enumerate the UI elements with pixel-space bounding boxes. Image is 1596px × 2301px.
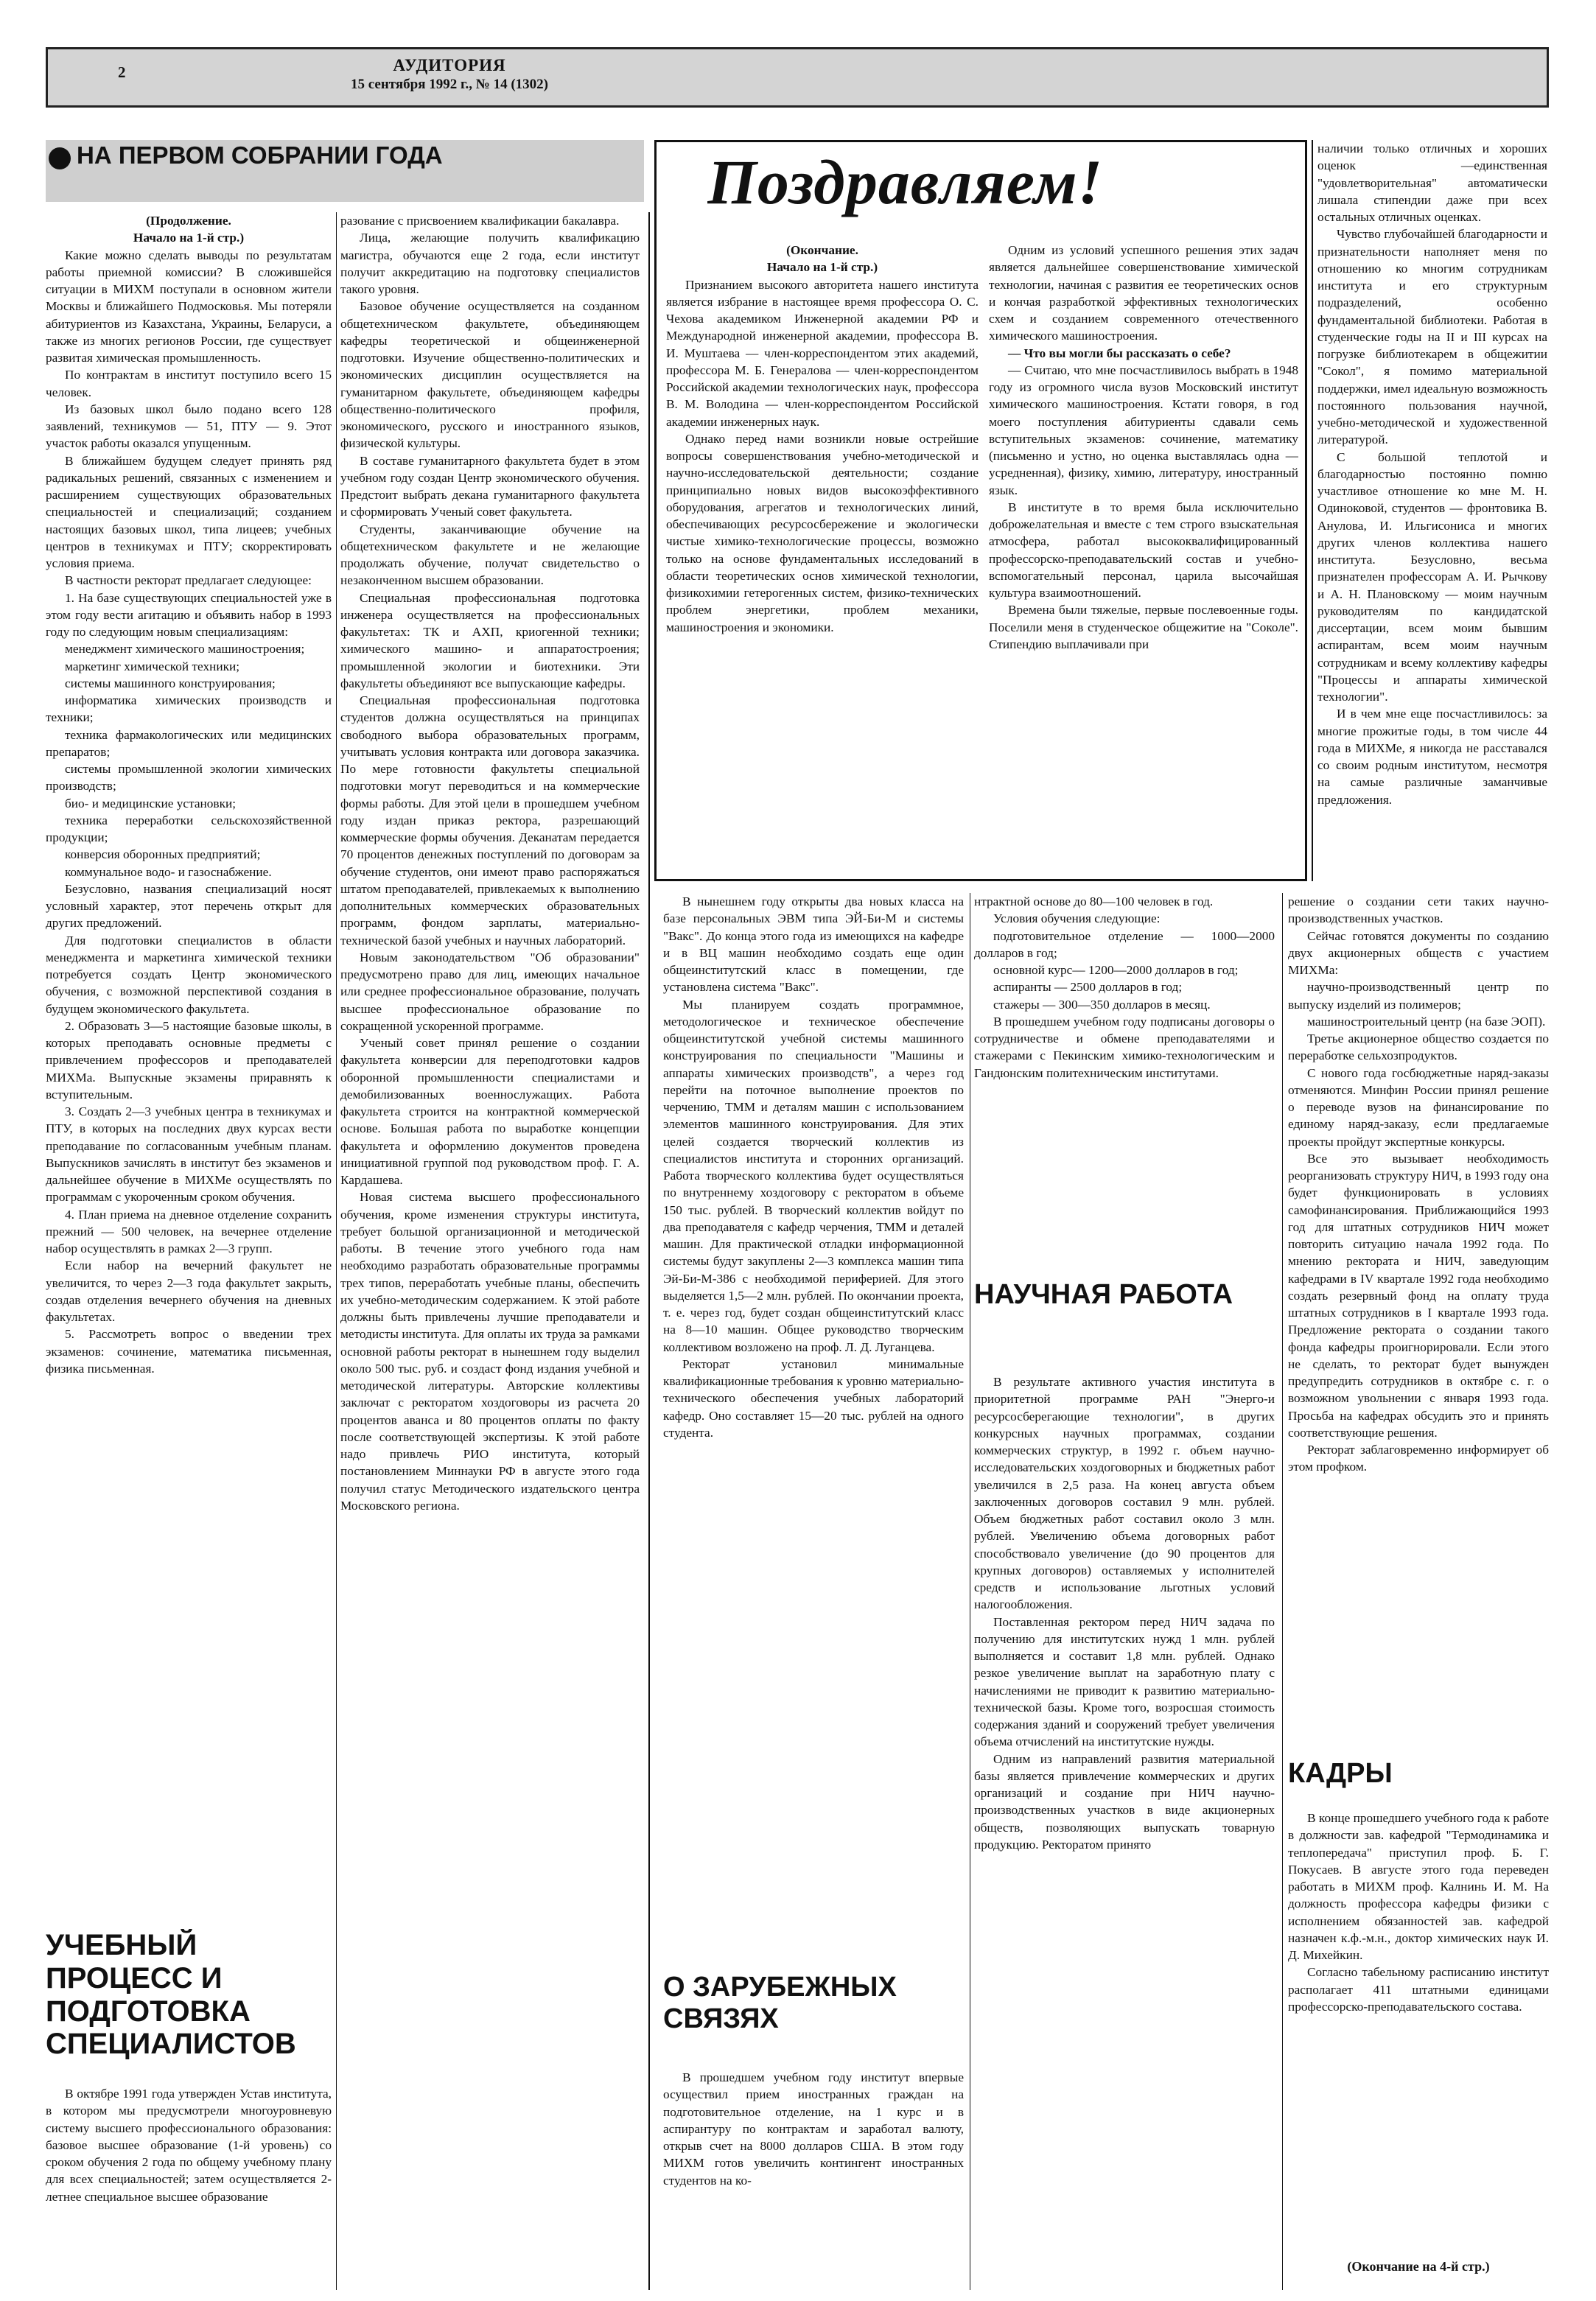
paragraph: Новая система высшего профессионального обучения, кроме изменения структуры института, требует большой организационной и методической работы. В течение этого учебного года нам необходимо разработать образовательные программы трех типов, переработать учебные планы, обеспечить их учебно-методическим содержанием. К этой работе должны быть привлечены лучшие преподаватели и методисты института. Для оплаты их труда за рамками основной работы ректорат в нынешнем году выделил около 500 тыс. руб. и создаст фонд издания учебной и методической литературы. Авторские коллективы заключат с ректоратом хоздоговоры из расчета 20 процентов аванса и 80 процентов оплаты по факту после соответствующей экспертизы. К этой работе надо привлечь РИО института, который постановлением Миннауки РФ в августе этого года получил статус Методического издательского центра Московского региона.: [340, 1190, 640, 1513]
paragraph: В конце прошедшего учебного года к работе в должности зав. кафедрой "Термодинамика и теплопередача" приступил проф. Б. Г. Покусаев. В августе этого года переведен работать в МИХМ проф. Калнинь И. М. На должность профессора кафедры физики с исполнением обязанностей зав. кафедрой назначен к.ф.-м.н., доктор химических наук И. Д. Михейкин.: [1288, 1811, 1549, 1962]
column-divider: [1282, 893, 1283, 2290]
paragraph: Согласно табельному расписанию институт располагает 411 штатными единицами профессорско-преподавательского состава.: [1288, 1965, 1549, 2014]
paragraph: Признанием высокого авторитета нашего института является избрание в настоящее время профессора О. С. Чехова академиком Инженерной академии РФ и Международной инженерной академии, профессора В. И. Муштаева — член-корреспондентом этих академий, профессора М. Б. Генералова — член-корреспондентом Российской академии технологических наук, профессора В. М. Володина — член-корреспондентом Российской академии инженерных наук.: [666, 277, 979, 429]
paragraph: — Считаю, что мне посчастливилось выбрать в 1948 году из огромного числа вузов Московский институт химического машиностроения. Кстати говоря, в год моего поступления абитуриенты сдавали семь вступительных экзаменов: сочинение, математику (письменно и устно, но оценка выставлялась одна — усредненная), физику, химию, литературу, иностранный язык.: [989, 363, 1298, 497]
paragraph: В прошедшем учебном году подписаны договоры о сотрудничестве и обмене преподавателями и стажерами с Пекинским химико-технологическим и Гандюнским политехническим институтами.: [974, 1014, 1275, 1080]
subhead-education: УЧЕБНЫЙ ПРОЦЕСС И ПОДГОТОВКА СПЕЦИАЛИСТОВ: [46, 1929, 296, 2061]
congrats-title: Поздравляем!: [707, 147, 1104, 217]
list-item: техника фармакологических или медицинских препаратов;: [46, 727, 332, 759]
issue-line: 15 сентября 1992 г., № 14 (1302): [351, 77, 548, 92]
paragraph: наличии только отличных и хороших оценок —единственная "удовлетворительная" автоматически лишала стипендии даже при всех остальных отличных оценках.: [1317, 141, 1547, 224]
meeting-col-4-tail: [974, 1373, 1275, 2290]
paragraph: Из базовых школ было подано всего 128 заявлений, техникумов — 51, ПТУ — 9. Этот участок работы оказался упущенным.: [46, 402, 332, 451]
paragraph: Сейчас готовятся документы по созданию двух акционерных обществ с участием МИХМа:: [1288, 928, 1549, 977]
meeting-col-5-tail: [1288, 1810, 1549, 2252]
paragraph: Лица, желающие получить квалификацию магистра, обучаются еще 2 года, если институт получит аккредитацию на подготовку специалистов такого уровня.: [340, 231, 640, 296]
congrats-col-a: [666, 242, 979, 875]
paper-name: АУДИТОРИЯ: [393, 56, 506, 74]
list-item: маркетинг химической техники;: [65, 659, 240, 673]
paragraph: 2. Образовать 3—5 настоящие базовые школы, в которых преподавать основные предметы с привлечением профессоров и преподавателей МИХМа. Выпускные экзамены приравнять к вступительным.: [46, 1018, 332, 1102]
subhead-staff: КАДРЫ: [1288, 1758, 1393, 1789]
paragraph: Чувство глубочайшей благодарности и признательности наполняет меня по отношению ко многим сотрудникам института и его структурным подразделений, особенно фундаментальной библиотеки. Работая в студенческие годы на II и III курсах на погрузке библиотекарем в общежитии "Сокол", я помимо материальной поддержки, имел идеальную возможность постоянного пользования научной, учебно-методической и художественной литературой.: [1317, 227, 1547, 447]
paragraph: С большой теплотой и благодарностью постоянно помню участливое отношение ко мне М. Н. Одиноковой, студентов — фронтовика В. Анулова, И. Ильгисониса и многих других членов коллектива нашего института. Безусловно, весьма признателен профессорам А. И. Рычкову и А. Н. Плановскому — моим научным руководителям по кандидатской диссертации, всем моим бывшим аспирантам, всем моим научным сотрудникам и всему коллективу кафедры "Процессы и аппараты химической технологии".: [1317, 449, 1547, 704]
list-item: системы промышленной экологии химических производств;: [46, 762, 332, 794]
end-note: (Окончание на 4-й стр.): [1347, 2259, 1490, 2274]
congrats-col-b: [989, 242, 1298, 875]
paragraph: В институте в то время была исключительно доброжелательная и вместе с тем строго взыскательная атмосфера, работал высококвалифицированный профессорско-преподавательский состав и учебно-вспомогательный персонал, царила высочайшая культура взаимоотношений.: [989, 500, 1298, 600]
meeting-col-2: [340, 212, 640, 2290]
paragraph: Однако перед нами возникли новые острейшие вопросы совершенствования учебно-методической и научно-исследовательской деятельности; создание принципиально новых видов высокоэффективного оборудования, агрегатов и технологических линий, обеспечивающих ресурсосбережение и экологически чистые химико-технологические процессы, возможно только на основе фундаментальных исследований в области теоретических основ химической технологии, физикохимии гетерогенных систем, физико-технических проблем энергетики, проблем механики, машиностроения и экономики.: [666, 431, 979, 634]
paragraph: Третье акционерное общество создается по переработке сельхозпродуктов.: [1288, 1032, 1549, 1063]
paragraph: Если набор на вечерний факультет не увеличится, то через 2—3 года факультет закрыть, создав отделения вечернего обучения на дневных факультетах.: [46, 1258, 332, 1324]
meeting-col-3-tail: [663, 2069, 964, 2290]
paragraph: научно-производственный центр по выпуску изделий из полимеров;: [1288, 980, 1549, 1012]
paragraph: Все это вызывает необходимость реорганизовать структуру НИЧ, в 1993 году она будет функционировать в условиях самофинансирования. Приближающийся 1993 год для штатных сотрудников НИЧ может повторить ситуацию начала 1992 года. По мнению ректората и НИЧ, заведующим кафедрами в IV квартале 1992 года необходимо создать резервный фонд на оплату труда штатных сотрудников в I квартале 1993 года. Предложение ректората о создании такого фонда кафедры проигнорировали. Если этого не сделать, то ректорат будет вынужден предупредить сотрудников в октябре с. г. о возможном увольнении с января 1993 года. Просьба на кафедрах обсудить это и принять соответствующие решения.: [1288, 1151, 1549, 1440]
paragraph: аспиранты — 2500 долларов в год;: [993, 980, 1183, 995]
paragraph: Безусловно, названия специализаций носят условный характер, этот перечень открыт для других предложений.: [46, 881, 332, 931]
paragraph: решение о создании сети таких научно-производственных участков.: [1288, 894, 1549, 926]
paragraph: В составе гуманитарного факультета будет в этом учебном году создан Центр экономического обучения. Предстоит выбрать декана гуманитарного факультета и сформировать Ученый совет факультета.: [340, 453, 640, 519]
meeting-col-3: [663, 893, 964, 1969]
continued-note: (Продолжение.: [146, 214, 231, 228]
continued-note: (Окончание.: [786, 243, 858, 257]
list-item: конверсия оборонных предприятий;: [65, 847, 261, 862]
continued-note-2: Начало на 1-й стр.): [133, 231, 245, 245]
paragraph: стажеры — 300—350 долларов в месяц.: [993, 997, 1211, 1012]
paragraph: С нового года госбюджетные наряд-заказы отменяются. Минфин России принял решение о переводе вузов на финансирование по единому наряд-заказу, если предлагаемые проекты пройдут экспертные конкурсы.: [1288, 1065, 1549, 1149]
meeting-title: НА ПЕРВОМ СОБРАНИИ ГОДА: [77, 141, 443, 169]
paragraph: В октябре 1991 года утвержден Устав института, в котором мы предусмотрели многоуровневую систему высшего профессионального образования: базовое высшее образование (1-й уровень) со сроком обучения 2 года по общему учебному плану для всех специальностей; затем осуществляется 2-летнее специальное высшее образование: [46, 2087, 332, 2204]
paragraph: Для подготовки специалистов в области менеджмента и маркетинга химической техники потребуется создать Центр экономического обучения, с возможной перспективой создания в будущем экономического факультета.: [46, 933, 332, 1016]
paragraph: Новым законодательством "Об образовании" предусмотрено право для лиц, имеющих начальное или среднее профессиональное образование, получать высшее профессиональное образование по сокращенной ускоренной программе.: [340, 950, 640, 1033]
masthead-bar: [46, 47, 1549, 108]
paragraph: разование с присвоением квалификации бакалавра.: [340, 214, 620, 228]
paragraph: Какие можно сделать выводы по результатам работы приемной комиссии? В сложившейся ситуации в МИХМ поступали в основном жители Москвы и ближайшего Подмосковья. Мы потеряли абитуриентов из Казахстана, Украины, Беларуси, а также из многих регионов России, где существует развитая химическая промышленность.: [46, 248, 332, 365]
list-item: био- и медицинские установки;: [65, 796, 237, 810]
paragraph: машиностроительный центр (на базе ЭОП).: [1307, 1014, 1546, 1029]
meeting-col-1-tail: [46, 2085, 332, 2284]
paragraph: 5. Рассмотреть вопрос о введении трех экзаменов: сочинение, математика письменная, физика письменная.: [46, 1327, 332, 1376]
paragraph: Ученый совет принял решение о создании факультета конверсии для переподготовки кадров оборонной промышленности специалистами и демобилизованных военнослужащих. Работа факультета строится на контрактной коммерческой основе. Большая работа по выработке концепции факультета и оформлению документов проведена инициативной группой под руководством проф. Г. А. Кардашева.: [340, 1036, 640, 1187]
paragraph: Одним из условий успешного решения этих задач является дальнейшее совершенствование химической технологии, начиная с развития ее теоретических основ и кончая разработкой эффективных технологических схем и созданием современного отечественного химического машиностроения.: [989, 243, 1298, 343]
list-item: системы машинного конструирования;: [65, 676, 276, 690]
paragraph: Специальная профессиональная подготовка инженера осуществляется на профессиональных факультетах: ТК и АХП, криогенной техники; химического машино- и аппаратостроения; промышленной экологии и биотехники. Эти факультеты объединяют все выпускающие кафедры.: [340, 590, 640, 690]
congrats-col-c: [1317, 140, 1547, 877]
paragraph: Одним из направлений развития материальной базы является привлечение коммерческих и других организаций и создание при НИЧ научно-производственных участков в виде акционерных обществ, позволяющих выпускать товарную продукцию. Ректоратом принято: [974, 1751, 1275, 1852]
paragraph: И в чем мне еще посчастливилось: за многие прожитые годы, в том числе 44 года в МИХМе, я никогда не расставался со своим родным институтом, несмотря на самые различные заманчивые предложения.: [1317, 707, 1547, 807]
paragraph: В прошедшем учебном году институт впервые осуществил прием иностранных граждан на подготовительное отделение, на 1 курс и в аспирантуру по контрактам и заработал валюту, открыв счет на 8000 долларов США. В этом году МИХМ готов увеличить контингент иностранных студентов на ко-: [663, 2070, 964, 2188]
page-number: 2: [118, 63, 126, 81]
paragraph: Поставленная ректором перед НИЧ задача по получению для институтских нужд 1 млн. рублей выполняется и составит 1,8 млн. рублей. Однако резкое увеличение выплат на заработную плату с начислениями не приводит к развитию материально-технической базы. Кроме того, возросшая стоимость содержания зданий и сооружений требует увеличения объема отчислений на институтские нужды.: [974, 1614, 1275, 1749]
interview-question: — Что вы могли бы рассказать о себе?: [1008, 346, 1231, 360]
list-item: техника переработки сельскохозяйственной продукции;: [46, 813, 332, 844]
paragraph: нтрактной основе до 80—100 человек в год.: [974, 894, 1214, 908]
paragraph: Времена были тяжелые, первые послевоенные годы. Поселили меня в студенческое общежитие на "Соколе". Стипендию выплачивали при: [989, 603, 1298, 651]
paragraph: 3. Создать 2—3 учебных центра в техникумах и ПТУ, в которых на последних двух курсах вести преподавание по согласованным учебным планам. Выпускников зачислять в институт без экзаменов и дальнейшее обучение в МИХМе осуществлять по программам с укороченным сроком обучения.: [46, 1104, 332, 1205]
column-divider: [648, 212, 650, 2290]
meeting-col-1: [46, 212, 332, 1922]
paragraph: Студенты, заканчивающие обучение на общетехническом факультете и не желающие продолжать обучение, получат свидетельство о незаконченном высшем образовании.: [340, 522, 640, 588]
meeting-col-5: [1288, 893, 1549, 1755]
list-item: информатика химических производств и техники;: [46, 693, 332, 725]
list-item: менеджмент химического машиностроения;: [65, 642, 305, 656]
paragraph: В результате активного участия института в приоритетной программе РАН "Энерго-и ресурсосберегающие технологии", в других конкурсных научных программах, создании коммерческих структур, в 1992 г. объем научно-исследовательских хоздоговорных и бюджетных работ увеличился в 2,5 раза. На конец августа объем заключенных договоров составил 9 млн. рублей. Объем бюджетных работ составил около 3 млн. рублей. Увеличению объема договорных работ способствовало увеличение (до 90 процентов для крупных договоров) оставляемых у исполнителей средств и использование льготных условий налогообложения.: [974, 1375, 1275, 1612]
subhead-foreign: О ЗАРУБЕЖНЫХ СВЯЗЯХ: [663, 1972, 897, 2034]
subhead-science: НАУЧНАЯ РАБОТА: [974, 1279, 1233, 1310]
list-item: коммунальное водо- и газоснабжение.: [65, 864, 272, 879]
paragraph: В частности ректорат предлагает следующее:: [65, 573, 312, 588]
paragraph: подготовительное отделение — 1000—2000 долларов в год;: [974, 928, 1275, 960]
meeting-col-4: [974, 893, 1275, 1269]
paragraph: Условия обучения следующие:: [993, 911, 1161, 926]
paragraph: Ректорат установил минимальные квалификационные требования к уровню материально-технического обеспечения учебных лабораторий кафедр. Оно составляет 15—20 тыс. рублей на одного студента.: [663, 1356, 964, 1440]
paragraph: Мы планируем создать программное, методологическое и техническое обеспечение общеинститутской учебной системы машинного конструирования по специальности "Машины и аппараты химических производств", а через год перейти на поточное выполнение проектов по черчению, ТММ и деталям машин с использованием элементов машинного конструирования. Для этих целей создается творческий коллектив из специалистов института и сторонних организаций. Работа творческого коллектива будет осуществляться по внутреннему хоздоговору с ректоратом в объеме 150 тыс. рублей. В творческий коллектив войдут по два преподавателя с кафедр черчения, ТММ и деталей машин. Для практической отладки информационной системы будут закуплены 2—3 комплекса машин типа Эй-Би-М-386 с необходимой периферией. Для этого выделяется 1,5—2 млн. рублей. По окончании проекта, т. е. через год, будет создан общеинститутский класс на 8—10 машин. Общее руководство творческим коллективом возложено на проф. Л. Д. Луганцева.: [663, 997, 964, 1354]
paragraph: Базовое обучение осуществляется на созданном общетехническом факультете, объединяющем кафедры теоретической и общеинженерной подготовки. Изучение общественно-политических и экономических дисциплин осуществляется на гуманитарном факультете, объединяющем кафедры общественно-политического профиля, экономического, русского и иностранного языков, физической культуры.: [340, 299, 640, 451]
paragraph: Ректорат заблаговременно информирует об этом профком.: [1288, 1443, 1549, 1474]
bullet-icon: [49, 147, 71, 169]
column-divider: [1312, 140, 1313, 881]
paragraph: В нынешнем году открыты два новых класса на базе персональных ЭВМ типа ЭЙ-Би-М и системы "Вакс". До конца этого года из имеющихся на кафедре и в ВЦ машин необходимо создать еще один общеинститутский класс в помещении, где установлена система "Вакс".: [663, 894, 964, 995]
paragraph: В ближайшем будущем следует принять ряд радикальных решений, связанных с изменением и расширением существующих образовательных специальностей и специализаций; созданием настоящих базовых школ, типа лицеев; учебных центров в техникумах и ПТУ; скорректировать условия приема.: [46, 453, 332, 570]
column-divider: [336, 212, 337, 2290]
paragraph: 1. На базе существующих специальностей уже в этом году вести агитацию и объявить набор в 1993 году по следующим новым специализациям:: [46, 590, 332, 639]
paragraph: Специальная профессиональная подготовка студентов должна осуществляться на принципах свободного выбора образовательных программ, учитывать условия контракта или договора заказчика. По мере готовности факультеты специальной подготовки могут переводиться и на коммерческие формы работы. Для этой цели в прошедшем учебном году издан приказ ректора, разрешающий коммерческие формы обучения. Деканатам передается 70 процентов денежных поступлений по договорам за обучение студентов, они имеют право распоряжаться штатом преподавателей, привлекаемых к выполнению дополнительных коммерческих образовательных программ, фондом зарплаты, материально-технической базой учебных и научных лабораторий.: [340, 693, 640, 948]
paragraph: По контрактам в институт поступило всего 15 человек.: [46, 368, 332, 399]
continued-note-2: Начало на 1-й стр.): [766, 260, 878, 275]
paragraph: 4. План приема на дневное отделение сохранить прежний — 500 человек, на вечернее отделение набор осуществлять в рамках 2—3 групп.: [46, 1207, 332, 1255]
paragraph: основной курс— 1200—2000 долларов в год;: [993, 963, 1239, 977]
